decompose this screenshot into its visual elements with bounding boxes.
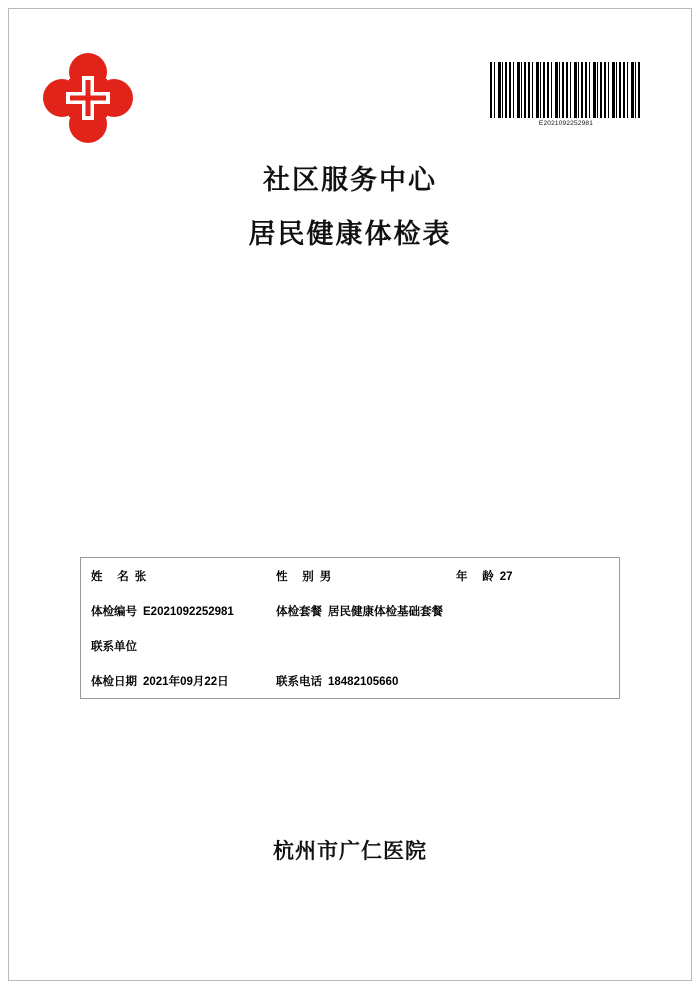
field-sex-value: 男 [319, 570, 332, 583]
field-phone-value: 18482105660 [328, 675, 399, 688]
field-name-label: 姓 名 [91, 570, 129, 583]
form-title: 居民健康体检表 [248, 219, 452, 249]
field-phone [276, 673, 398, 689]
field-contact-unit [91, 638, 143, 654]
field-name-value: 张 [134, 570, 147, 583]
field-exam-number-label: 体检编号 [91, 605, 137, 618]
field-age [456, 568, 513, 584]
field-phone-label: 联系电话 [276, 675, 322, 688]
field-exam-number-value: E2021092252981 [143, 605, 234, 618]
field-exam-package-label: 体检套餐 [276, 605, 322, 618]
org-title: 社区服务中心 [263, 165, 437, 195]
info-row-identity [81, 558, 619, 593]
field-sex-label: 性 别 [276, 570, 314, 583]
barcode-bars-icon [490, 62, 642, 118]
patient-info-box [80, 557, 620, 699]
field-exam-package [276, 603, 443, 619]
field-contact-unit-label: 联系单位 [91, 640, 137, 653]
barcode-value: E2021092252981 [538, 120, 594, 127]
title-block [0, 160, 700, 254]
field-exam-date-label: 体检日期 [91, 675, 137, 688]
red-cross-medical-logo-icon [42, 52, 134, 144]
info-row-date [81, 663, 619, 698]
barcode [490, 62, 642, 127]
field-exam-package-value: 居民健康体检基础套餐 [328, 605, 443, 618]
footer-hospital-name: 杭州市广仁医院 [273, 840, 427, 863]
field-exam-date [91, 673, 276, 689]
field-age-value: 27 [499, 570, 513, 583]
field-age-label: 年 龄 [456, 570, 494, 583]
field-name [91, 568, 276, 584]
hospital-logo [42, 52, 134, 144]
field-sex [276, 568, 456, 584]
field-exam-number [91, 603, 276, 619]
field-exam-date-value: 2021年09月22日 [143, 675, 229, 688]
info-row-unit [81, 628, 619, 663]
info-row-exam [81, 593, 619, 628]
